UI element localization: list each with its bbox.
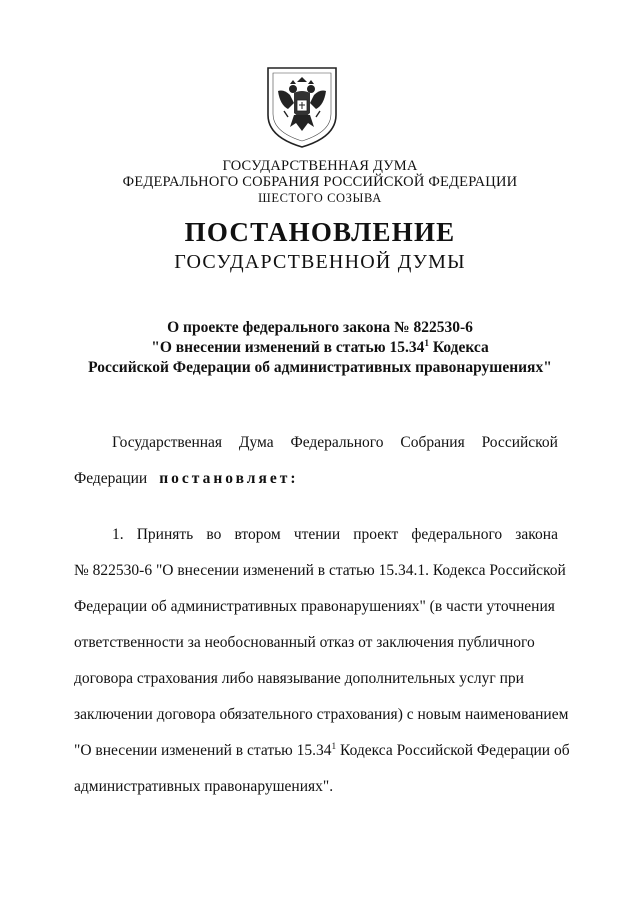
clause-word: втором	[234, 526, 281, 543]
clause-1-line-6: заключении договора обязательного страхования) с новым наименованием	[74, 706, 569, 723]
preamble-word: Российской	[481, 434, 558, 451]
clause-1-line-7	[74, 741, 570, 761]
subject-line-2	[0, 338, 640, 357]
clause-1-line-3: Федерации об административных правонарушениях" (в части уточнения	[74, 598, 555, 615]
clause-1-line-7-superscript: 1	[331, 741, 337, 752]
document-type: ПОСТАНОВЛЕНИЕ	[184, 217, 456, 247]
clause-1-line-8: административных правонарушениях".	[74, 778, 334, 795]
clause-word: проект	[353, 526, 399, 543]
clause-word: чтении	[293, 526, 341, 543]
subject-line-1: О проекте федерального закона № 822530-6	[167, 319, 473, 336]
resolution-verb: постановляет:	[159, 470, 299, 487]
clause-1-line-7-text: "О внесении изменений в статью 15.34	[74, 742, 332, 759]
clause-1-line-7-tail: Кодекса Российской Федерации об	[336, 742, 570, 759]
org-line-duma: ГОСУДАРСТВЕННАЯ ДУМА	[222, 158, 418, 174]
document-issuer: ГОСУДАРСТВЕННОЙ ДУМЫ	[174, 251, 466, 273]
preamble-word: Собрания	[400, 434, 465, 451]
preamble-word: Государственная	[112, 434, 223, 451]
subject-line-2-superscript: 1	[424, 338, 429, 349]
clause-word: закона	[515, 526, 558, 543]
clause-1-line-4: ответственности за необоснованный отказ от заключения публичного	[74, 634, 535, 651]
subject-line-2-tail: Кодекса	[428, 339, 489, 356]
russian-coat-of-arms-icon	[264, 65, 340, 149]
preamble-word: Дума	[238, 434, 274, 451]
clause-word: федерального	[411, 526, 503, 543]
preamble-line-1	[112, 433, 558, 453]
clause-word: во	[206, 526, 222, 543]
preamble-line-2	[74, 469, 558, 489]
preamble-word: Федерации	[74, 470, 148, 487]
clause-word: Принять	[136, 526, 194, 543]
clause-1-line-2: № 822530-6 "О внесении изменений в статью 15.34.1. Кодекса Российской	[74, 562, 566, 579]
subject-line-3: Российской Федерации об административных правонарушениях"	[88, 359, 552, 376]
clause-1-line-5: договора страхования либо навязывание дополнительных услуг при	[74, 670, 524, 687]
org-line-federal-assembly: ФЕДЕРАЛЬНОГО СОБРАНИЯ РОССИЙСКОЙ ФЕДЕРАЦИИ	[122, 174, 518, 190]
clause-word: 1.	[112, 526, 124, 543]
preamble-word: Федерального	[290, 434, 384, 451]
org-line-convocation: ШЕСТОГО СОЗЫВА	[258, 191, 382, 205]
clause-1-line-1	[112, 525, 558, 545]
subject-line-2-text: "О внесении изменений в статью 15.34	[151, 339, 425, 356]
